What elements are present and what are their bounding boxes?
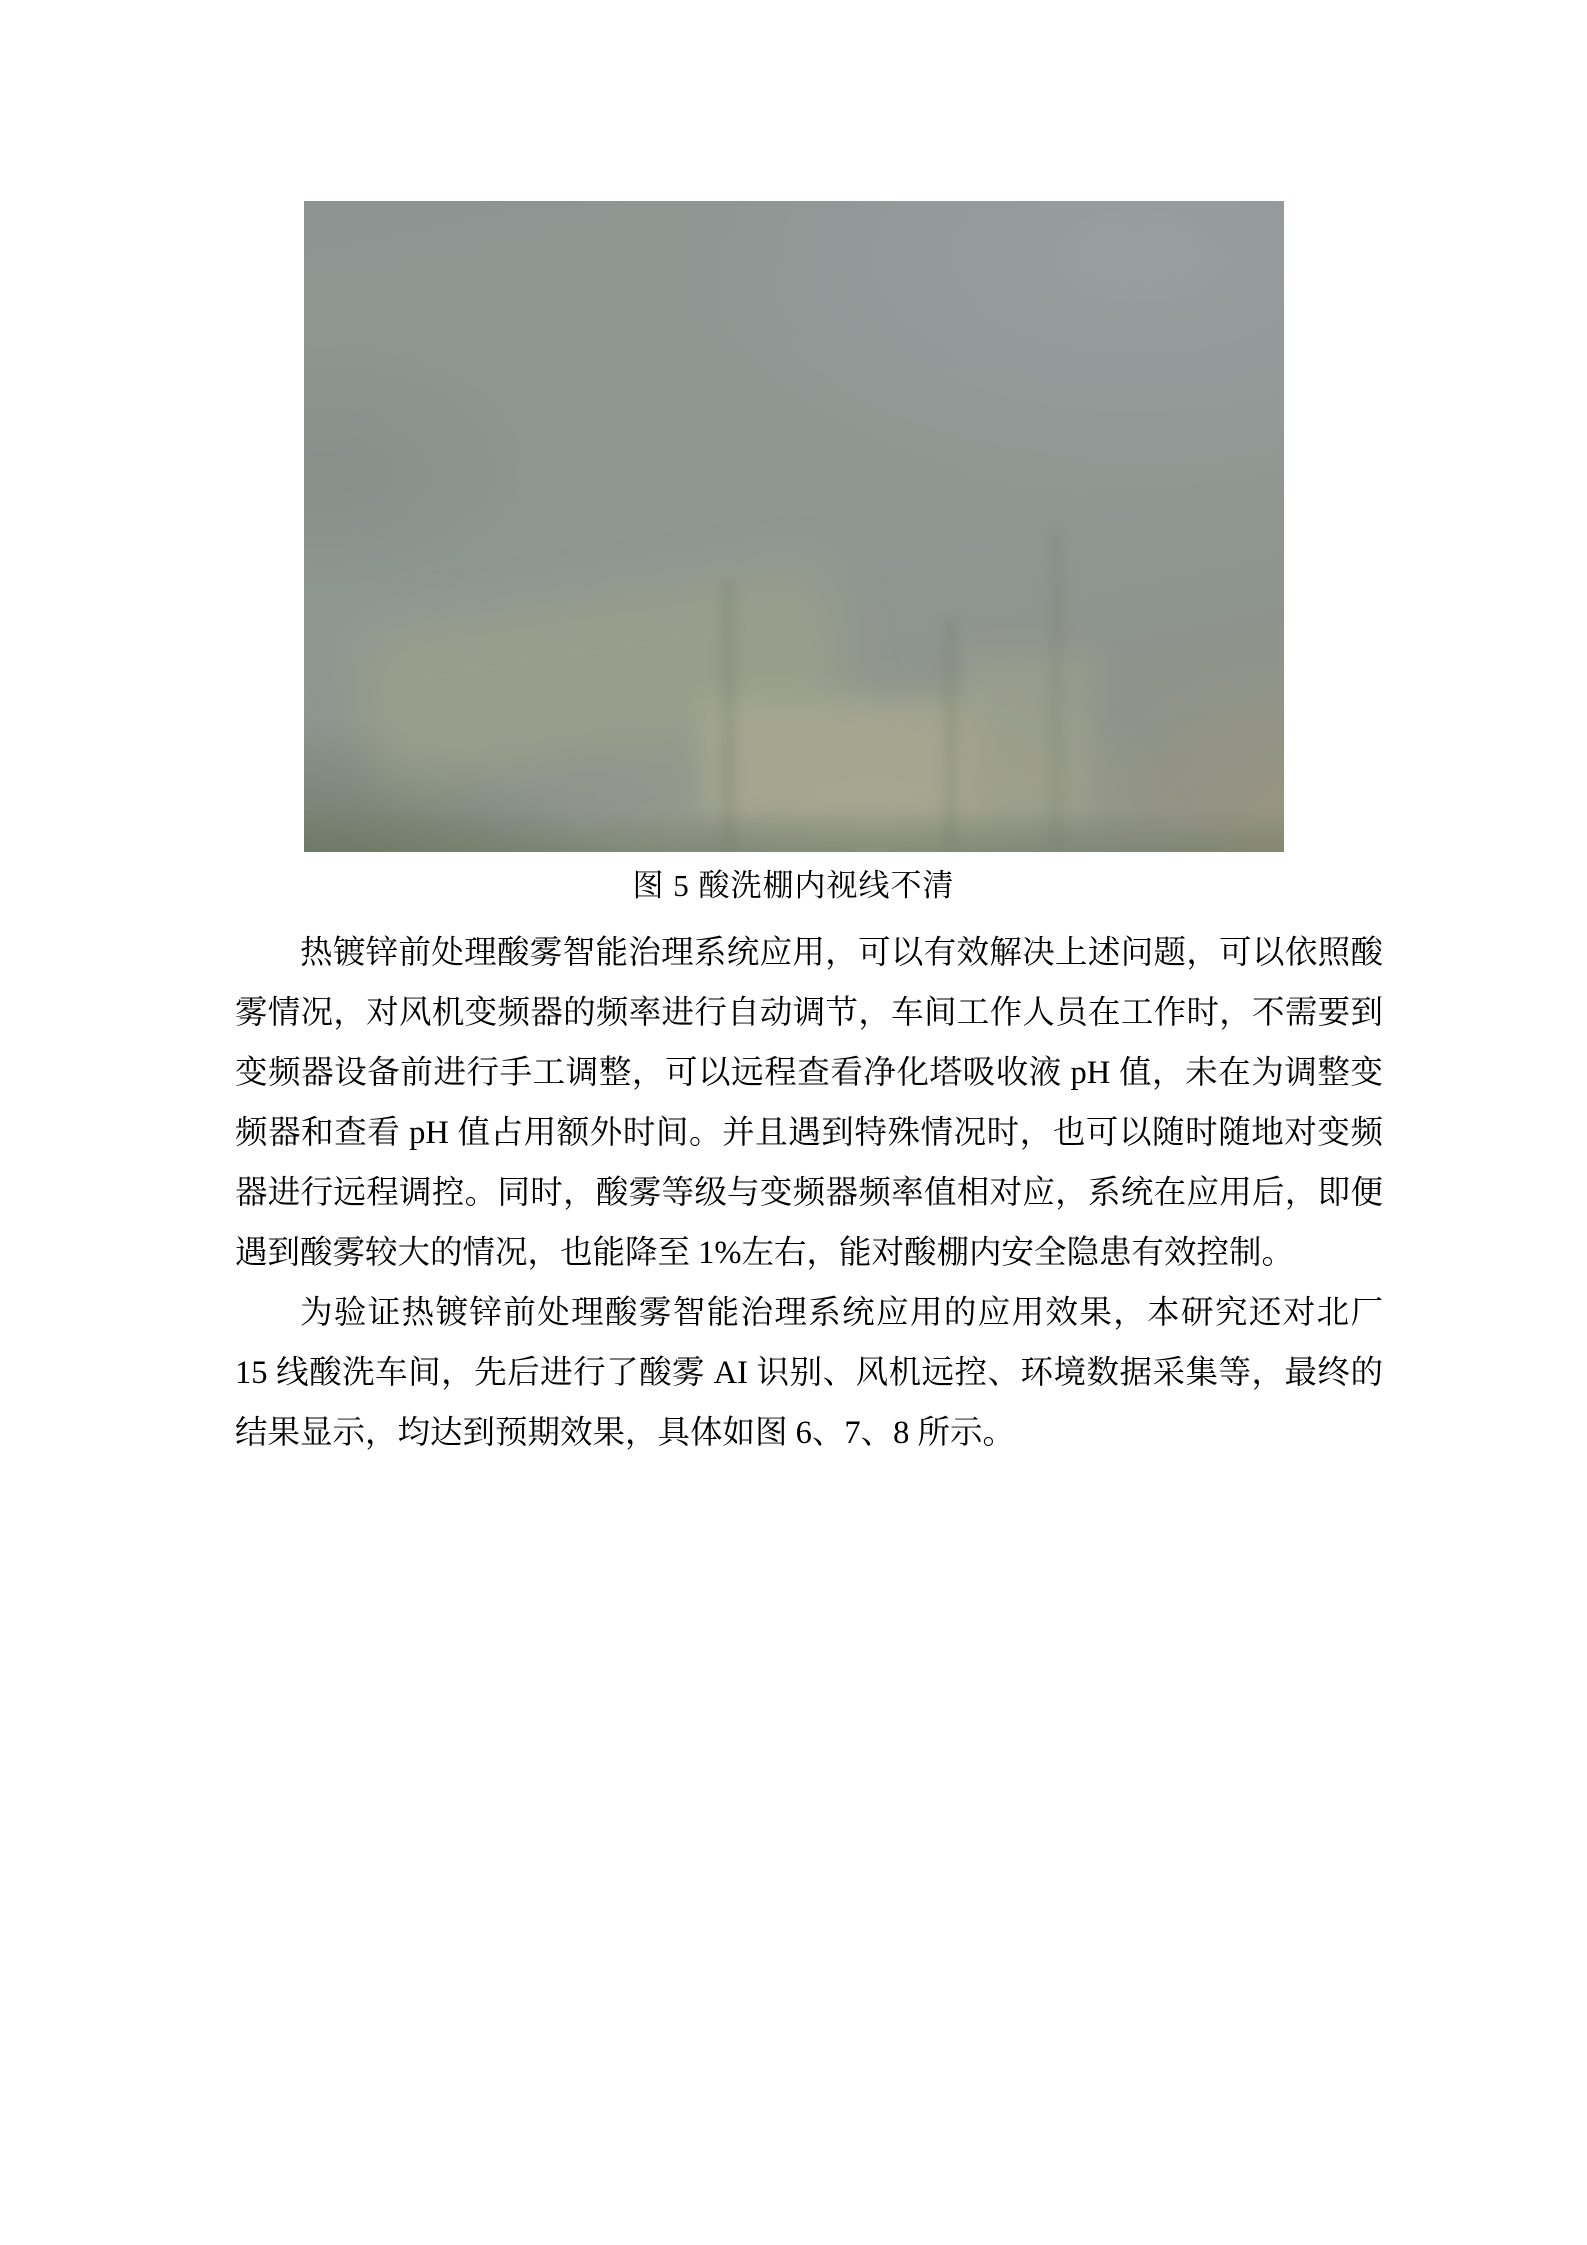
paragraph-2-line-3: 结果显示，均达到预期效果，具体如图 6、7、8 所示。 [235,1415,1016,1451]
paragraph-1-line-4: 频器和查看 pH 值占用额外时间。并且遇到特殊情况时，也可以随时随地对变频 [235,1115,1383,1151]
photo-light-panel-right [962,653,1094,818]
paragraph-1-line-6: 遇到酸雾较大的情况，也能降至 1%左右，能对酸棚内安全隐患有效控制。 [235,1235,1294,1271]
paragraph-1-line-3: 变频器设备前进行手工调整，可以远程查看净化塔吸收液 pH 值，未在为调整变 [235,1055,1383,1091]
photo-bottom-shade [304,809,1284,852]
figure-caption: 图 5 酸洗棚内视线不清 [632,868,955,903]
paragraph-2-line-2: 15 线酸洗车间，先后进行了酸雾 AI 识别、风机远控、环境数据采集等，最终的 [235,1355,1383,1391]
paragraph-2-line-1: 为验证热镀锌前处理酸雾智能治理系统应用的应用效果，本研究还对北厂 [300,1295,1383,1331]
paragraph-1-line-2: 雾情况，对风机变频器的频率进行自动调节，车间工作人员在工作时，不需要到 [235,995,1383,1031]
body-text [235,923,1383,1463]
paragraph-1-line-1: 热镀锌前处理酸雾智能治理系统应用，可以有效解决上述问题，可以依照酸 [300,935,1383,971]
paragraph-1-line-5: 器进行远程调控。同时，酸雾等级与变频器频率值相对应，系统在应用后，即便 [235,1175,1383,1211]
figure-photo-acid-shed [304,201,1284,852]
photo-dark-post-right [1050,529,1063,852]
photo-light-panel [702,699,974,817]
